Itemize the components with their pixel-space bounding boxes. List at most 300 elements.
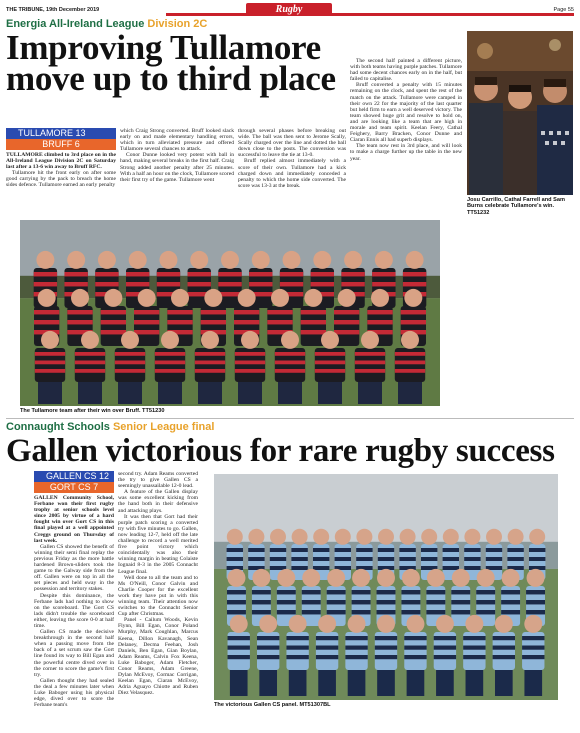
shirt-stripe: [227, 548, 243, 552]
player-legs: [259, 670, 277, 696]
shirt-stripe: [335, 548, 351, 552]
player-head: [436, 615, 454, 633]
player-head: [227, 569, 245, 587]
player-head: [190, 251, 208, 269]
shirt-stripe: [464, 566, 480, 570]
shirt-stripe: [64, 272, 87, 276]
shirt-stripe: [101, 330, 126, 334]
shirt-stripe: [67, 310, 92, 314]
shirt-stripe: [375, 636, 397, 640]
player-legs: [158, 382, 182, 404]
shirt-stripe: [316, 636, 338, 640]
shirt-stripe: [404, 636, 426, 640]
shirt-stripe: [434, 636, 456, 640]
story1-headline: [6, 28, 346, 98]
player-head: [464, 529, 480, 545]
player-head: [404, 289, 422, 307]
score-winner: TULLAMORE 13: [6, 128, 116, 139]
player-legs: [436, 670, 454, 696]
paragraph: It was then that Gort had their purple patch scoring a converted try with five minutes to go. Gallen, now leading 12-7, held off the late challenge to record a well merited five point victory which coincidentally was also their winning margin in beating Colaiste Iognaid 8-3 in the 2005 Connacht League final.: [118, 513, 198, 575]
shirt-stripe: [476, 590, 495, 594]
player-head: [361, 331, 379, 349]
shirt-stripe: [327, 610, 346, 614]
shirt-stripe: [275, 361, 305, 365]
player-head: [378, 529, 394, 545]
shirt-stripe: [267, 320, 292, 324]
shirt-stripe: [356, 548, 372, 552]
shirt-stripe: [188, 272, 211, 276]
shirt-stripe: [493, 636, 515, 640]
shirt-stripe: [270, 557, 286, 561]
player-head: [221, 251, 239, 269]
paragraph: second try. Adam Reams converted the try to give Gallen CS a seemingly unassailable 12-0 lead.: [118, 471, 198, 490]
paragraph: Conor Dunne looked very potent with ball in hand, making several breaks in the first half. Craig Strong added another penalty after 25 minutes. With a half an hour on the clock, Tullamore scored their first try of the game. Tullamore went: [120, 152, 234, 183]
kicker-league: Energia All-Ireland League: [6, 18, 145, 30]
player-legs: [495, 670, 513, 696]
paragraph: Bruff replied almost immediately with a score of their own. Tullamore had a kick charged down and immediately conceded a penalty to which the home side converted. The score was 13-3 at the break.: [238, 158, 346, 189]
player-legs: [318, 382, 342, 404]
shirt-stripe: [421, 557, 437, 561]
shirt-stripe: [399, 557, 415, 561]
shirt-stripe: [313, 557, 329, 561]
shirt-stripe: [248, 548, 264, 552]
shirt-stripe: [252, 590, 271, 594]
kicker-league: Senior League final: [112, 421, 215, 433]
player-head: [527, 569, 545, 587]
shirt-stripe: [395, 361, 425, 365]
player-head: [238, 289, 256, 307]
paragraph: A feature of the Gallen display was some excellent kicking from the hand both in their defensive and attacking plays.: [118, 489, 198, 514]
shirt-stripe: [286, 655, 308, 659]
player-legs: [38, 382, 62, 404]
player-head: [241, 331, 259, 349]
player-head: [327, 569, 345, 587]
shirt-stripe: [302, 590, 321, 594]
player-legs: [407, 670, 425, 696]
shirt-stripe: [218, 282, 241, 286]
story2-headline: Gallen victorious for rare rugby success: [6, 433, 555, 469]
shirt-stripe: [341, 272, 364, 276]
shirt-stripe: [227, 600, 246, 604]
shirt-stripe: [75, 361, 105, 365]
paragraph: The team now rest in 3rd place, and will look to make a charge further up the table in the new year.: [350, 143, 462, 162]
player-legs: [230, 670, 248, 696]
shirt-stripe: [352, 600, 371, 604]
shirt-stripe: [426, 610, 445, 614]
gallen-team-graphic: [214, 474, 558, 700]
player-head: [338, 289, 356, 307]
shirt-stripe: [493, 646, 515, 650]
shirt-stripe: [311, 282, 334, 286]
player-head: [348, 615, 366, 633]
player-head: [421, 529, 437, 545]
shirt-stripe: [401, 600, 420, 604]
player-head: [104, 289, 122, 307]
shirt-stripe: [316, 646, 338, 650]
shirt-stripe: [277, 600, 296, 604]
shirt-stripe: [352, 590, 371, 594]
tullamore-team-graphic: [20, 220, 440, 406]
shirt-stripe: [375, 655, 397, 659]
player-legs: [198, 382, 222, 404]
shirt-stripe: [228, 646, 250, 650]
section-tab: Rugby: [246, 3, 332, 16]
shirt-stripe: [302, 600, 321, 604]
shirt-stripe: [257, 646, 279, 650]
shirt-stripe: [334, 310, 359, 314]
shirt-stripe: [95, 272, 118, 276]
shirt-stripe: [302, 610, 321, 614]
shirt-stripe: [463, 636, 485, 640]
shirt-stripe: [101, 320, 126, 324]
player-head: [477, 569, 495, 587]
shirt-stripe: [403, 272, 426, 276]
shirt-stripe: [327, 600, 346, 604]
shirt-stripe: [443, 548, 459, 552]
player-head: [204, 289, 222, 307]
shirt-stripe: [327, 590, 346, 594]
shirt-stripe: [134, 330, 159, 334]
shirt-stripe: [401, 610, 420, 614]
shirt-stripe: [228, 655, 250, 659]
player-head: [71, 289, 89, 307]
player-head: [292, 529, 308, 545]
shirt-stripe: [377, 600, 396, 604]
shirt-stripe: [315, 369, 345, 373]
player-head: [377, 569, 395, 587]
shirt-stripe: [501, 600, 520, 604]
shirt-stripe: [195, 352, 225, 356]
paragraph: which Craig Strong converted. Bruff looked slack early on and made elementary handling errors, which in turn alleviated pressure and offered Tullamore several chances to attack.: [120, 128, 234, 153]
story1-column-2: [120, 128, 234, 183]
player-head: [401, 331, 419, 349]
player-head: [138, 289, 156, 307]
paragraph: Gallen CS made the decisive breakthrough in the second half when a passing move from the back of a set scrum saw the Gort line found its way to Bill Egan and the powerful centre dived over in the corner to score the game's first try.: [34, 629, 114, 678]
shirt-stripe: [34, 282, 57, 286]
shirt-stripe: [75, 369, 105, 373]
shirt-stripe: [451, 600, 470, 604]
player-head: [248, 529, 264, 545]
player-head: [486, 529, 502, 545]
player-head: [335, 529, 351, 545]
player-legs: [358, 382, 382, 404]
player-head: [129, 251, 147, 269]
shirt-stripe: [501, 590, 520, 594]
shirt-stripe: [301, 310, 326, 314]
shirt-stripe: [267, 310, 292, 314]
player-legs: [278, 382, 302, 404]
player-head: [277, 569, 295, 587]
story1-column-4: [350, 58, 462, 162]
shirt-stripe: [126, 272, 149, 276]
headline-line-1: Improving Tullamore: [6, 28, 321, 67]
shirt-stripe: [345, 636, 367, 640]
shirt-stripe: [155, 352, 185, 356]
story1-column-1: [6, 152, 116, 189]
player-legs: [238, 382, 262, 404]
shirt-stripe: [201, 320, 226, 324]
shirt-stripe: [227, 590, 246, 594]
shirt-stripe: [426, 590, 445, 594]
shirt-stripe: [334, 320, 359, 324]
shirt-stripe: [315, 361, 345, 365]
shirt-stripe: [378, 557, 394, 561]
player-head: [508, 529, 524, 545]
player-head: [201, 331, 219, 349]
shirt-stripe: [248, 557, 264, 561]
shirt-stripe: [277, 590, 296, 594]
shirt-stripe: [341, 282, 364, 286]
shirt-stripe: [334, 330, 359, 334]
kicker-division: Division 2C: [147, 18, 208, 30]
player-legs: [78, 382, 102, 404]
player-head: [529, 529, 545, 545]
shirt-stripe: [404, 655, 426, 659]
shirt-stripe: [367, 310, 392, 314]
page-header: [6, 3, 574, 16]
player-legs: [348, 670, 366, 696]
shirt-stripe: [101, 310, 126, 314]
shirt-stripe: [286, 636, 308, 640]
shirt-stripe: [355, 352, 385, 356]
player-head: [259, 615, 277, 633]
shirt-stripe: [345, 655, 367, 659]
player-legs: [377, 670, 395, 696]
shirt-stripe: [463, 646, 485, 650]
shirt-stripe: [443, 557, 459, 561]
player-head: [402, 569, 420, 587]
paragraph: Despite this dominance, the Ferbane lads had nothing to show on the scoreboard. The Gort CS lads didn't trouble the scoreboard either, leaving the score 0-0 at half time.: [34, 592, 114, 629]
shirt-stripe: [75, 352, 105, 356]
player-head: [289, 615, 307, 633]
paragraph: TULLAMORE climbed to 3rd place on in the All-Ireland League Division 2C on Saturday last after a 13-6 win away to Bruff RFC.: [6, 152, 116, 171]
shirt-stripe: [401, 590, 420, 594]
paragraph: Bruff converted a penalty with 15 minutes remaining on the clock, and spent the rest of the match on the attack. Tullamore were camped in their own 22 for the majority of the last quarter but held firm to earn a well deserved victory. The team showed huge grit and resolve to hold on, and are looking like a team that are high in morale and team spirit. Keelan Feery, Cathal Feighery, Barry Bracken, Conor Dunne and Ciaran Ennis all had superb displays.: [350, 82, 462, 144]
header-rule: [166, 13, 574, 16]
shirt-stripe: [311, 272, 334, 276]
shirt-stripe: [464, 548, 480, 552]
shirt-stripe: [451, 610, 470, 614]
shirt-stripe: [249, 282, 272, 286]
player-head: [38, 289, 56, 307]
shirt-stripe: [507, 557, 523, 561]
shirt-stripe: [95, 282, 118, 286]
tullamore-team-caption: The Tullamore team after their win over Bruff. TT51230: [20, 408, 165, 414]
player-head: [171, 289, 189, 307]
player-head: [406, 615, 424, 633]
player-head: [377, 615, 395, 633]
shirt-stripe: [275, 352, 305, 356]
player-head: [283, 251, 301, 269]
shirt-stripe: [115, 369, 145, 373]
shirt-stripe: [234, 310, 259, 314]
tullamore-team-photo: [20, 220, 440, 406]
player-legs: [118, 382, 142, 404]
player-legs: [289, 670, 307, 696]
shirt-stripe: [372, 272, 395, 276]
shirt-stripe: [301, 320, 326, 324]
paragraph: Panel - Cailum Woods, Kevin Flynn, Bill Egan, Conor Poland Murphy, Mark Coughlan, Marcus Keena, Dillon Kavanagh, Sean Delaney, Decma Feehan, Josh Daniels, Ben Egan, Gian Boylan, Adam Reams, Calvin Fox Keena, Luke Baboger, Adam Fletcher, Conor Reams, Adam Greene, Dylan McEvoy, Cormac Corrigan, Keelan Egan, Ciaran McEvoy, Adria Aguayo Chiotte and Ruben Diez Velasquez.: [118, 617, 198, 697]
player-legs: [466, 670, 484, 696]
player-legs: [524, 670, 542, 696]
gallen-team-caption: The victorious Gallen CS panel. MT51307BL: [214, 702, 331, 708]
shirt-stripe: [463, 655, 485, 659]
shirt-stripe: [529, 548, 545, 552]
shirt-stripe: [476, 600, 495, 604]
player-head: [406, 251, 424, 269]
shirt-stripe: [522, 646, 544, 650]
story2-column-2: [118, 471, 198, 696]
shirt-stripe: [291, 548, 307, 552]
shirt-stripe: [64, 282, 87, 286]
shirt-stripe: [134, 320, 159, 324]
player-head: [81, 331, 99, 349]
player-head: [502, 569, 520, 587]
player-head: [344, 251, 362, 269]
player-head: [252, 251, 270, 269]
story2-kicker: [6, 421, 214, 433]
publication-date: THE TRIBUNE, 19th December 2019: [6, 7, 100, 13]
shirt-stripe: [421, 548, 437, 552]
shirt-stripe: [434, 646, 456, 650]
shirt-stripe: [507, 548, 523, 552]
shirt-stripe: [377, 590, 396, 594]
shirt-stripe: [401, 310, 426, 314]
shirt-stripe: [280, 282, 303, 286]
shirt-stripe: [443, 566, 459, 570]
shirt-stripe: [67, 320, 92, 324]
player-head: [356, 529, 372, 545]
player-head: [36, 251, 54, 269]
shirt-stripe: [218, 272, 241, 276]
shirt-stripe: [522, 655, 544, 659]
shirt-stripe: [195, 361, 225, 365]
player-head: [465, 615, 483, 633]
paragraph: GALLEN Community School, Ferbane won their first rugby trophy at senior schools level since 2005 by virtue of a hard fought win over Gort CS in this final played at a well appointed Creggs ground on Thursday of last week.: [34, 495, 114, 544]
shirt-stripe: [257, 636, 279, 640]
player-head: [352, 569, 370, 587]
shirt-stripe: [275, 369, 305, 373]
shirt-stripe: [35, 361, 65, 365]
shirt-stripe: [35, 369, 65, 373]
shirt-stripe: [316, 655, 338, 659]
paragraph: The second half painted a different picture, with both teams having purple patches. Tullamore had some decent chances early on in the half, but failed to capitalise.: [350, 58, 463, 83]
shirt-stripe: [286, 646, 308, 650]
shirt-stripe: [486, 557, 502, 561]
player-head: [443, 529, 459, 545]
shirt-stripe: [476, 610, 495, 614]
shirt-stripe: [529, 557, 545, 561]
shirt-stripe: [270, 548, 286, 552]
player-head: [321, 331, 339, 349]
player-head: [452, 569, 470, 587]
shirt-stripe: [235, 352, 265, 356]
player-head: [121, 331, 139, 349]
player-legs: [318, 670, 336, 696]
shirt-stripe: [34, 272, 57, 276]
shirt-stripe: [201, 310, 226, 314]
player-head: [400, 529, 416, 545]
shirt-stripe: [399, 548, 415, 552]
player-head: [524, 615, 542, 633]
player-head: [159, 251, 177, 269]
player-head: [161, 331, 179, 349]
shirt-stripe: [34, 310, 59, 314]
shirt-stripe: [134, 310, 159, 314]
shirt-stripe: [372, 282, 395, 286]
shirt-stripe: [235, 369, 265, 373]
shirt-stripe: [345, 646, 367, 650]
paragraph: Gallen thought they had sealed the deal a few minutes later when Luke Baboger using his physical edge, dived over to score the Ferbane team's: [34, 677, 114, 709]
shirt-stripe: [252, 610, 271, 614]
player-legs: [398, 382, 422, 404]
shirt-stripe: [280, 272, 303, 276]
celebration-photo: [467, 31, 573, 195]
shirt-stripe: [526, 610, 545, 614]
shirt-stripe: [526, 590, 545, 594]
player-head: [270, 529, 286, 545]
celebration-caption: Josu Carrillo, Cathal Farrell and Sam Burns celebrate Tullamore's win. TT51232: [467, 197, 565, 216]
player-head: [67, 251, 85, 269]
player-head: [227, 529, 243, 545]
shirt-stripe: [188, 282, 211, 286]
player-head: [375, 251, 393, 269]
headline-line-2: move up to third place: [6, 59, 336, 98]
shirt-stripe: [403, 282, 426, 286]
shirt-stripe: [167, 320, 192, 324]
shirt-stripe: [227, 610, 246, 614]
player-head: [313, 251, 331, 269]
shirt-stripe: [355, 369, 385, 373]
shirt-stripe: [526, 600, 545, 604]
player-head: [252, 569, 270, 587]
player-head: [427, 569, 445, 587]
shirt-stripe: [395, 369, 425, 373]
celebration-photo-graphic: [467, 31, 573, 195]
shirt-stripe: [355, 361, 385, 365]
shirt-stripe: [522, 636, 544, 640]
kicker-competition: Connaught Schools: [6, 421, 110, 433]
player-head: [318, 615, 336, 633]
player-head: [41, 331, 59, 349]
shirt-stripe: [367, 320, 392, 324]
story1-column-3: [238, 128, 346, 189]
player-head: [271, 289, 289, 307]
shirt-stripe: [377, 610, 396, 614]
score-loser: GORT CS 7: [34, 482, 114, 493]
shirt-stripe: [352, 610, 371, 614]
shirt-stripe: [34, 320, 59, 324]
shirt-stripe: [395, 352, 425, 356]
shirt-stripe: [126, 282, 149, 286]
shirt-stripe: [35, 352, 65, 356]
shirt-stripe: [451, 590, 470, 594]
shirt-stripe: [155, 361, 185, 365]
player-head: [281, 331, 299, 349]
score-loser: BRUFF 6: [6, 139, 116, 150]
shirt-stripe: [378, 548, 394, 552]
paragraph: through several phases before breaking out wide. The ball was then sent to Jerome Scally, Scally charged over the line and dotted the ball down close to the posts. The conversion was successful to leave the tie at 13-0.: [238, 128, 346, 159]
player-head: [302, 569, 320, 587]
shirt-stripe: [434, 655, 456, 659]
shirt-stripe: [227, 557, 243, 561]
shirt-stripe: [404, 646, 426, 650]
shirt-stripe: [291, 566, 307, 570]
shirt-stripe: [249, 272, 272, 276]
paragraph: Tullamore hit the front early on after some good carrying by the pack to breach the home sides defence. Tullamore earned an early penalty: [6, 170, 116, 189]
shirt-stripe: [195, 369, 225, 373]
story-divider: [6, 418, 574, 419]
